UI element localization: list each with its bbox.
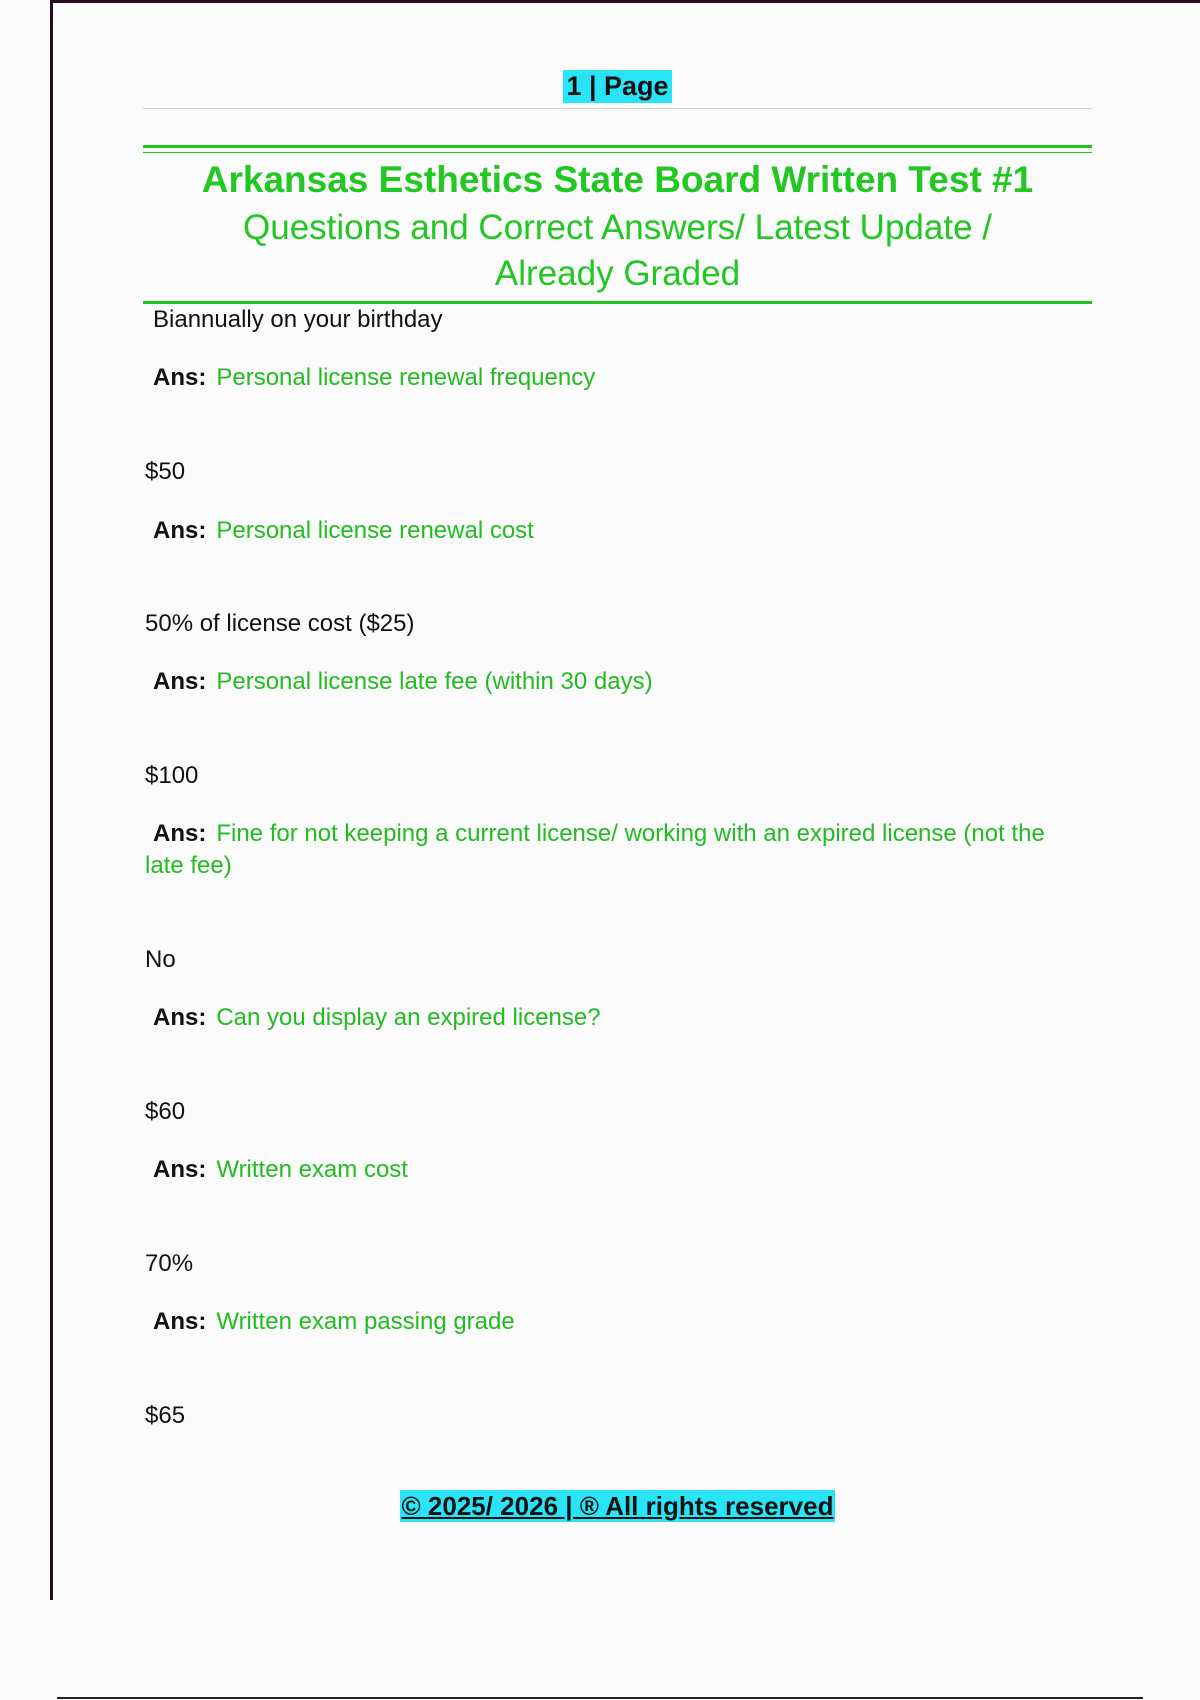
copyright-notice: © 2025/ 2026 | ® All rights reserved [401, 1491, 834, 1521]
qa-item [145, 756, 198, 815]
document-title [143, 155, 1092, 297]
qa-answer [145, 666, 1045, 698]
qa-answer [145, 1154, 1045, 1186]
qa-term: $65 [145, 1402, 186, 1429]
title-top-rule-thin [143, 152, 1092, 153]
qa-answer [145, 1002, 1045, 1034]
qa-item [145, 940, 176, 999]
bottom-divider [57, 1697, 1143, 1699]
answer-text: Written exam cost [216, 1156, 408, 1183]
qa-item [153, 300, 443, 359]
qa-item [145, 1092, 185, 1151]
answer-text: Written exam passing grade [216, 1308, 515, 1335]
ans-label: Ans: [153, 1004, 207, 1031]
answer-text: Fine for not keeping a current license/ working with an expired license (not the late fee) [145, 820, 1045, 879]
ans-label: Ans: [153, 1156, 207, 1183]
header-divider [143, 108, 1092, 109]
qa-term: 50% of license cost ($25) [145, 610, 415, 637]
answer-text: Personal license renewal cost [216, 517, 534, 544]
page-footer [0, 1490, 1200, 1522]
qa-answer [145, 362, 1045, 394]
qa-answer-row [145, 666, 1045, 698]
qa-answer [145, 515, 1045, 547]
qa-term: No [145, 946, 176, 973]
qa-term: 70% [145, 1250, 194, 1277]
title-main: Arkansas Esthetics State Board Written Test #1 [201, 159, 1034, 200]
qa-answer-row [145, 1306, 1045, 1338]
ans-label: Ans: [153, 517, 207, 544]
qa-answer-row [145, 818, 1045, 882]
qa-answer [145, 818, 1045, 882]
page-number: 1 | Page [563, 70, 671, 103]
qa-term: $50 [145, 458, 186, 485]
qa-answer [145, 1306, 1045, 1338]
qa-term: $60 [145, 1098, 186, 1125]
ans-label: Ans: [153, 820, 207, 847]
answer-text: Personal license late fee (within 30 days) [216, 668, 653, 695]
answer-text: Can you display an expired license? [216, 1004, 601, 1031]
qa-answer-row [145, 1154, 1045, 1186]
qa-term: $100 [145, 762, 199, 789]
title-subtitle-line-1: Questions and Correct Answers/ Latest Update / [243, 208, 992, 247]
ans-label: Ans: [153, 1308, 207, 1335]
ans-label: Ans: [153, 364, 207, 391]
title-subtitle-line-2: Already Graded [494, 254, 741, 293]
title-top-rule [143, 145, 1092, 148]
qa-item [145, 1396, 185, 1455]
qa-item [145, 1244, 193, 1303]
qa-item [145, 452, 185, 511]
ans-label: Ans: [153, 668, 207, 695]
qa-answer-row [145, 1002, 1045, 1034]
qa-item [145, 604, 414, 663]
page-header [0, 70, 1200, 103]
qa-answer-row [145, 362, 1045, 394]
answer-text: Personal license renewal frequency [216, 364, 596, 391]
qa-term: Biannually on your birthday [153, 306, 443, 333]
qa-answer-row [145, 515, 1045, 547]
